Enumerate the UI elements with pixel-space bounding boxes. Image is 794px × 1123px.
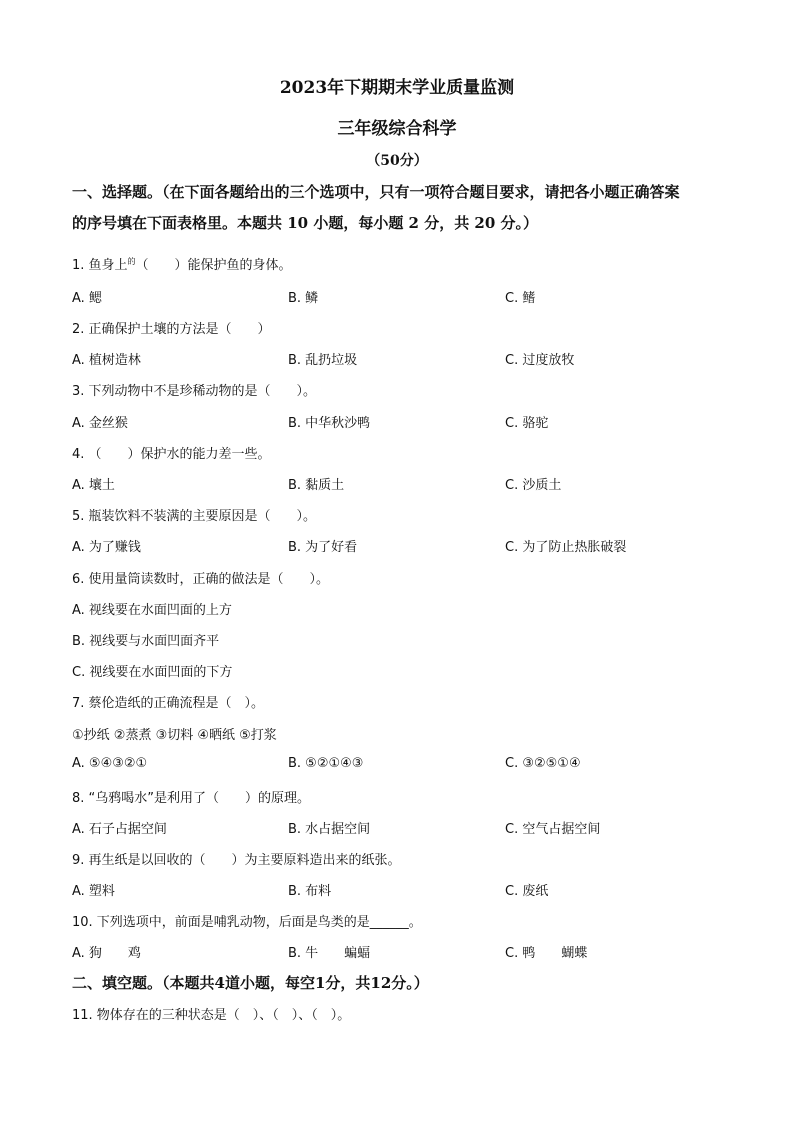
section-1-heading-line-2: 的序号填在下面表格里。本题共 10 小题，每小题 2 分，共 20 分。） — [72, 214, 539, 232]
question-9-option-c[interactable]: C. 废纸 — [505, 884, 549, 899]
question-10-stem: 10. 下列选项中，前面是哺乳动物，后面是鸟类的是______。 — [72, 915, 422, 930]
question-1-stem-small: 的 — [127, 257, 136, 266]
question-9-stem: 9. 再生纸是以回收的（ ）为主要原料造出来的纸张。 — [72, 853, 401, 868]
question-2-stem: 2. 正确保护土壤的方法是（ ） — [72, 322, 271, 337]
question-9-option-a[interactable]: A. 塑料 — [72, 884, 115, 899]
question-1-stem-a: 1. 鱼身上 — [72, 258, 128, 273]
question-5-option-b[interactable]: B. 为了好看 — [288, 540, 358, 555]
question-1-stem — [72, 254, 292, 273]
question-4-stem: 4. （ ）保护水的能力差一些。 — [72, 447, 271, 462]
question-5-option-a[interactable]: A. 为了赚钱 — [72, 540, 141, 555]
question-6-option-c[interactable]: C. 视线要在水面凹面的下方 — [72, 665, 233, 680]
question-10-option-a[interactable]: A. 狗 鸡 — [72, 946, 141, 961]
question-8-stem: 8. “乌鸦喝水”是利用了（ ）的原理。 — [72, 791, 311, 806]
question-7-steps: ①抄纸 ②蒸煮 ③切料 ④晒纸 ⑤打浆 — [72, 728, 277, 743]
question-3-option-c[interactable]: C. 骆驼 — [505, 416, 549, 431]
question-4-option-b[interactable]: B. 黏质土 — [288, 478, 345, 493]
section-2-heading: 二、填空题。（本题共4道小题，每空1分，共12分。） — [72, 974, 429, 992]
question-6-option-b[interactable]: B. 视线要与水面凹面齐平 — [72, 634, 220, 649]
question-1-option-a[interactable]: A. 鳃 — [72, 291, 102, 306]
section-1-heading-line-1: 一、选择题。（在下面各题给出的三个选项中，只有一项符合题目要求，请把各小题正确答案 — [72, 183, 680, 201]
question-9-option-b[interactable]: B. 布料 — [288, 884, 332, 899]
question-8-option-c[interactable]: C. 空气占据空间 — [505, 822, 601, 837]
exam-title: 2023年下期期末学业质量监测 — [279, 78, 515, 98]
question-5-stem: 5. 瓶装饮料不装满的主要原因是（ ）。 — [72, 509, 317, 524]
question-3-option-b[interactable]: B. 中华秋沙鸭 — [288, 416, 371, 431]
question-11-stem: 11. 物体存在的三种状态是（ ）、（ ）、（ ）。 — [72, 1008, 351, 1023]
question-4-option-c[interactable]: C. 沙质土 — [505, 478, 562, 493]
question-4-option-a[interactable]: A. 壤土 — [72, 478, 115, 493]
total-score: （50分） — [366, 153, 428, 169]
question-6-option-a[interactable]: A. 视线要在水面凹面的上方 — [72, 603, 232, 618]
question-7-option-a[interactable]: A. ⑤④③②① — [72, 756, 148, 771]
question-3-option-a[interactable]: A. 金丝猴 — [72, 416, 128, 431]
question-2-option-b[interactable]: B. 乱扔垃圾 — [288, 353, 358, 368]
question-7-option-c[interactable]: C. ③②⑤①④ — [505, 756, 581, 771]
question-3-stem: 3. 下列动物中不是珍稀动物的是（ ）。 — [72, 384, 317, 399]
exam-subtitle: 三年级综合科学 — [337, 119, 457, 139]
question-7-stem: 7. 蔡伦造纸的正确流程是（ ）。 — [72, 696, 265, 711]
question-10-option-b[interactable]: B. 牛 蝙蝠 — [288, 946, 371, 961]
question-1-stem-b: （ ）能保护鱼的身体。 — [135, 258, 292, 273]
question-8-option-a[interactable]: A. 石子占据空间 — [72, 822, 167, 837]
question-5-option-c[interactable]: C. 为了防止热胀破裂 — [505, 540, 627, 555]
question-10-option-c[interactable]: C. 鸭 蝴蝶 — [505, 946, 588, 961]
question-6-stem: 6. 使用量筒读数时，正确的做法是（ ）。 — [72, 572, 330, 587]
question-2-option-c[interactable]: C. 过度放牧 — [505, 353, 575, 368]
question-2-option-a[interactable]: A. 植树造林 — [72, 353, 141, 368]
question-1-option-b[interactable]: B. 鳞 — [288, 291, 319, 306]
question-1-option-c[interactable]: C. 鳍 — [505, 291, 536, 306]
question-8-option-b[interactable]: B. 水占据空间 — [288, 822, 371, 837]
question-7-option-b[interactable]: B. ⑤②①④③ — [288, 756, 364, 771]
